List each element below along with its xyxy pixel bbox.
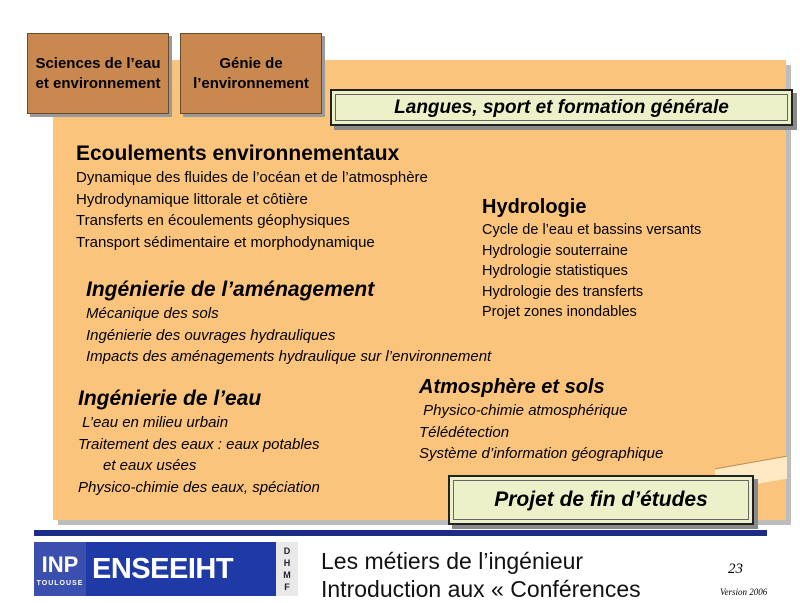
banner-label: Langues, sport et formation générale xyxy=(394,96,729,118)
logo-side-letters xyxy=(276,542,298,596)
banner-frame xyxy=(453,480,749,520)
section-title: Atmosphère et sols xyxy=(419,376,605,398)
tab-label: Sciences de l’eau et environnement xyxy=(35,54,161,92)
banner-label: Projet de fin d’études xyxy=(494,488,708,511)
section-title: Ingénierie de l’eau xyxy=(78,387,262,410)
footer-rule xyxy=(34,530,767,536)
logo-main-text: ENSEEIHT xyxy=(92,552,234,585)
list-item: Physico-chimie atmosphérique xyxy=(419,402,628,419)
logo-enseeiht xyxy=(86,542,276,596)
banner-frame xyxy=(335,94,788,121)
logo-letter: D xyxy=(283,546,291,556)
list-item: Télédétection xyxy=(419,423,510,441)
footer-title-line: Les métiers de l’ingénieur xyxy=(321,548,584,574)
list-item: Mécanique des sols xyxy=(86,305,219,322)
list-item: L’eau en milieu urbain xyxy=(78,414,229,431)
logo-inp-subtext: TOULOUSE xyxy=(36,579,84,587)
block-ingenierie-eau xyxy=(78,386,320,498)
list-item: Traitement des eaux : eaux potables xyxy=(78,435,320,453)
list-item: Transport sédimentaire et morphodynamique xyxy=(76,233,375,251)
banner-projet xyxy=(448,475,754,525)
block-amenagement xyxy=(86,277,491,368)
list-item: Hydrodynamique littorale et côtière xyxy=(76,190,308,208)
list-item: Hydrologie souterraine xyxy=(482,242,628,259)
list-item: Transferts en écoulements géophysiques xyxy=(76,212,350,229)
logo-inp-text: INP xyxy=(41,551,79,577)
list-item: Système d’information géographique xyxy=(419,445,664,462)
version-label: Version 2006 xyxy=(720,587,768,597)
block-atmosphere xyxy=(419,375,663,465)
section-title: Hydrologie xyxy=(482,196,587,218)
tab-genie-environnement xyxy=(180,33,322,114)
logo-letter: F xyxy=(284,582,290,592)
block-ecoulements xyxy=(76,141,428,253)
list-item: Projet zones inondables xyxy=(482,304,637,320)
school-logo xyxy=(34,542,304,598)
list-item: Cycle de l’eau et bassins versants xyxy=(482,222,702,238)
page-number: 23 xyxy=(728,561,743,577)
logo-letter: M xyxy=(283,570,291,580)
list-item: Hydrologie des transferts xyxy=(482,283,644,300)
list-item: Impacts des aménagements hydraulique sur l’environnement xyxy=(86,348,492,365)
list-item: Hydrologie statistiques xyxy=(482,263,628,279)
logo-letter: H xyxy=(283,558,291,568)
section-title: Ingénierie de l’aménagement xyxy=(86,278,375,301)
footer-title-line: Introduction aux « Conférences xyxy=(321,576,641,602)
logo-inp xyxy=(34,542,86,596)
section-title: Ecoulements environnementaux xyxy=(76,142,400,165)
list-item: Physico-chimie des eaux, spéciation xyxy=(78,478,320,496)
tab-sciences-eau xyxy=(27,33,169,114)
list-item: Dynamique des fluides de l’océan et de l’atmosphère xyxy=(76,169,428,186)
banner-langues xyxy=(330,89,793,126)
block-hydrologie xyxy=(482,195,701,323)
list-item: Ingénierie des ouvrages hydrauliques xyxy=(86,326,336,344)
tab-label: Génie de l’environnement xyxy=(193,54,309,92)
list-item: et eaux usées xyxy=(78,457,197,474)
footer-title xyxy=(321,547,641,603)
